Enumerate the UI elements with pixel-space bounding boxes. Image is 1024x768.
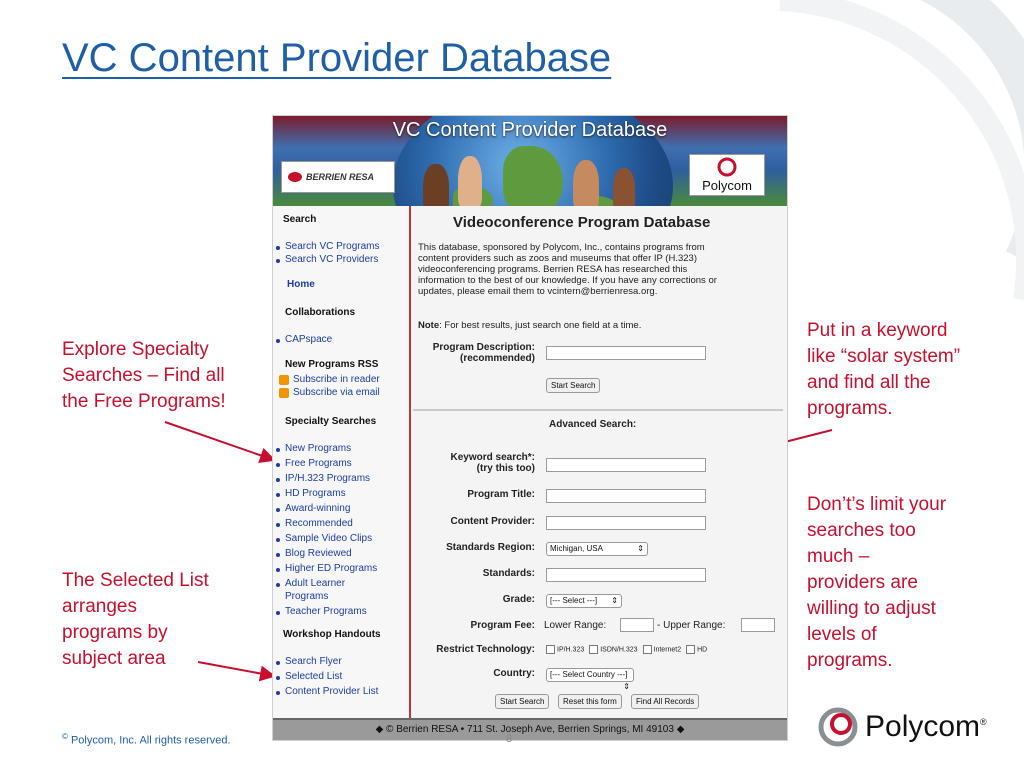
standards-input[interactable] xyxy=(546,568,706,582)
keyword-label: Keyword search*: (try this too) xyxy=(450,452,535,474)
callout-line: programs. xyxy=(807,650,893,671)
polycom-mark-icon xyxy=(690,156,764,178)
reset-form-button[interactable]: Reset this form xyxy=(558,694,622,709)
program-description-input[interactable] xyxy=(546,346,706,360)
sidebar-link-adult-learner[interactable]: Adult Learner xyxy=(285,578,345,589)
callout-line: the Free Programs! xyxy=(62,391,226,412)
callout-line: searches too xyxy=(807,520,916,541)
keyword-input[interactable] xyxy=(546,458,706,472)
callout-line: and find all the xyxy=(807,372,931,393)
callout-line: programs by xyxy=(62,622,168,643)
sidebar-link-ip-programs[interactable]: IP/H.323 Programs xyxy=(285,473,370,484)
select-arrows-icon: ⇕ xyxy=(623,682,630,691)
upper-range-label: - Upper Range: xyxy=(657,620,726,631)
standards-label: Standards: xyxy=(482,568,535,579)
berrien-resa-logo xyxy=(281,161,395,193)
screenshot-footer: ◆ © Berrien RESA • 711 St. Joseph Ave, Berrien Springs, MI 49103 ◆ xyxy=(273,718,787,740)
sidebar-link-home[interactable]: Home xyxy=(287,279,315,290)
intro-line: videoconferencing programs. Berrien RESA has researched this xyxy=(418,264,688,275)
intro-text xyxy=(418,242,717,297)
sidebar-header-collaborations: Collaborations xyxy=(285,307,356,318)
country-select[interactable]: [--- Select Country ---] ⇕ xyxy=(546,668,634,682)
restrict-technology-label: Restrict Technology: xyxy=(436,644,535,655)
callout-line: subject area xyxy=(62,648,166,669)
sidebar-link-search-providers[interactable]: Search VC Providers xyxy=(285,254,378,265)
callout-line: Searches – Find all xyxy=(62,365,225,386)
banner-title: VC Content Provider Database xyxy=(392,119,668,141)
callout-line: providers are xyxy=(807,572,918,593)
sidebar-link-selected-list[interactable]: Selected List xyxy=(285,671,342,682)
content-provider-input[interactable] xyxy=(546,516,706,530)
rss-icon xyxy=(279,388,289,398)
divider xyxy=(413,409,783,411)
arrow-specialty xyxy=(165,422,274,460)
note: Note: For best results, just search one field at a time. xyxy=(418,320,642,331)
berrien-logo-text: BERRIEN RESA xyxy=(306,172,375,182)
internet2-checkbox[interactable] xyxy=(643,645,652,654)
page-title: Videoconference Program Database xyxy=(453,214,711,231)
program-fee-label: Program Fee: xyxy=(470,620,535,631)
sidebar-link-adult-learner-cont[interactable]: Programs xyxy=(285,591,329,602)
bullet-icon: ◆ xyxy=(375,724,387,735)
sidebar-link-capspace[interactable]: CAPspace xyxy=(285,334,332,345)
upper-range-input[interactable] xyxy=(741,618,775,632)
content-provider-label: Content Provider: xyxy=(450,516,535,527)
callout-line: levels of xyxy=(807,624,877,645)
sidebar-header-rss: New Programs RSS xyxy=(285,359,379,370)
sidebar-link-subscribe-reader[interactable]: Subscribe in reader xyxy=(293,374,380,385)
find-all-records-button[interactable]: Find All Records xyxy=(631,694,699,709)
intro-line: This database, sponsored by Polycom, Inc., contains programs from xyxy=(418,242,705,253)
sidebar-link-search-programs[interactable]: Search VC Programs xyxy=(285,241,379,252)
sidebar-header-search: Search xyxy=(283,214,317,225)
standards-region-select[interactable]: Michigan, USA ⇕ xyxy=(546,542,648,556)
callout-line: much – xyxy=(807,546,870,567)
polycom-logo xyxy=(815,704,985,750)
callout-line: like “solar system” xyxy=(807,346,961,367)
sidebar-link-free-programs[interactable]: Free Programs xyxy=(285,458,352,469)
lower-range-input[interactable] xyxy=(620,618,654,632)
sidebar-link-higher-ed[interactable]: Higher ED Programs xyxy=(285,563,377,574)
bullet-icon: ◆ xyxy=(673,724,685,735)
sidebar-link-new-programs[interactable]: New Programs xyxy=(285,443,351,454)
page-number: 8 xyxy=(506,733,513,745)
database-screenshot xyxy=(273,116,787,740)
intro-line: updates, please email them to vcintern@berrienresa.org. xyxy=(418,286,658,297)
program-title-label: Program Title: xyxy=(467,489,535,500)
polycom-logo-text: Polycom xyxy=(702,178,752,193)
sidebar-header-workshop: Workshop Handouts xyxy=(283,629,381,640)
sidebar-link-hd-programs[interactable]: HD Programs xyxy=(285,488,346,499)
sidebar-header-specialty: Specialty Searches xyxy=(285,416,377,427)
sidebar-link-sample-clips[interactable]: Sample Video Clips xyxy=(285,533,372,544)
rss-icon xyxy=(279,375,289,385)
program-title-input[interactable] xyxy=(546,489,706,503)
hd-checkbox[interactable] xyxy=(686,645,695,654)
polycom-logo-box xyxy=(689,154,765,196)
program-description-label: Program Description: (recommended) xyxy=(432,342,535,364)
sidebar xyxy=(273,206,411,718)
start-search-button-advanced[interactable]: Start Search xyxy=(495,694,549,709)
sidebar-link-teacher-programs[interactable]: Teacher Programs xyxy=(285,606,367,617)
sidebar-link-subscribe-email[interactable]: Subscribe via email xyxy=(293,387,380,398)
intro-line: content providers such as zoos and museums that offer IP (H.323) xyxy=(418,253,697,264)
select-arrows-icon: ⇕ xyxy=(611,596,618,605)
country-label: Country: xyxy=(493,668,535,679)
sidebar-link-award-winning[interactable]: Award-winning xyxy=(285,503,350,514)
main-content xyxy=(413,206,783,718)
ip-checkbox[interactable] xyxy=(546,645,555,654)
callout-line: willing to adjust xyxy=(807,598,936,619)
slide-title: VC Content Provider Database xyxy=(62,36,612,80)
intro-line: information to the best of our knowledge. If you have any corrections or xyxy=(418,275,717,286)
swoosh-icon xyxy=(288,172,302,182)
callout-line: arranges xyxy=(62,596,137,617)
copyright: © Polycom, Inc. All rights reserved. xyxy=(62,732,231,747)
grade-label: Grade: xyxy=(502,594,535,605)
lower-range-label: Lower Range: xyxy=(544,620,607,631)
banner xyxy=(273,116,787,206)
callout-line: Don’t’s limit your xyxy=(807,494,947,515)
technology-options: IP/H.323 ISDN/H.323 Internet2 HD xyxy=(543,645,707,654)
callout-line: programs. xyxy=(807,398,893,419)
select-arrows-icon: ⇕ xyxy=(637,544,644,553)
standards-region-label: Standards Region: xyxy=(446,542,535,553)
grade-select[interactable]: [--- Select ---] ⇕ xyxy=(546,594,622,608)
callout-line: The Selected List xyxy=(62,570,209,591)
start-search-button[interactable]: Start Search xyxy=(546,378,600,393)
sidebar-link-blog-reviewed[interactable]: Blog Reviewed xyxy=(285,548,352,559)
sidebar-link-search-flyer[interactable]: Search Flyer xyxy=(285,656,342,667)
sidebar-link-recommended[interactable]: Recommended xyxy=(285,518,353,529)
arrow-selected-list xyxy=(198,662,274,676)
isdn-checkbox[interactable] xyxy=(589,645,598,654)
callout-line: Put in a keyword xyxy=(807,320,948,341)
sidebar-link-provider-list[interactable]: Content Provider List xyxy=(285,686,378,697)
polycom-logo-icon xyxy=(815,704,861,750)
polycom-logo-text: Polycom® xyxy=(865,710,987,743)
callout-line: Explore Specialty xyxy=(62,339,209,360)
advanced-search-title: Advanced Search: xyxy=(549,419,637,430)
